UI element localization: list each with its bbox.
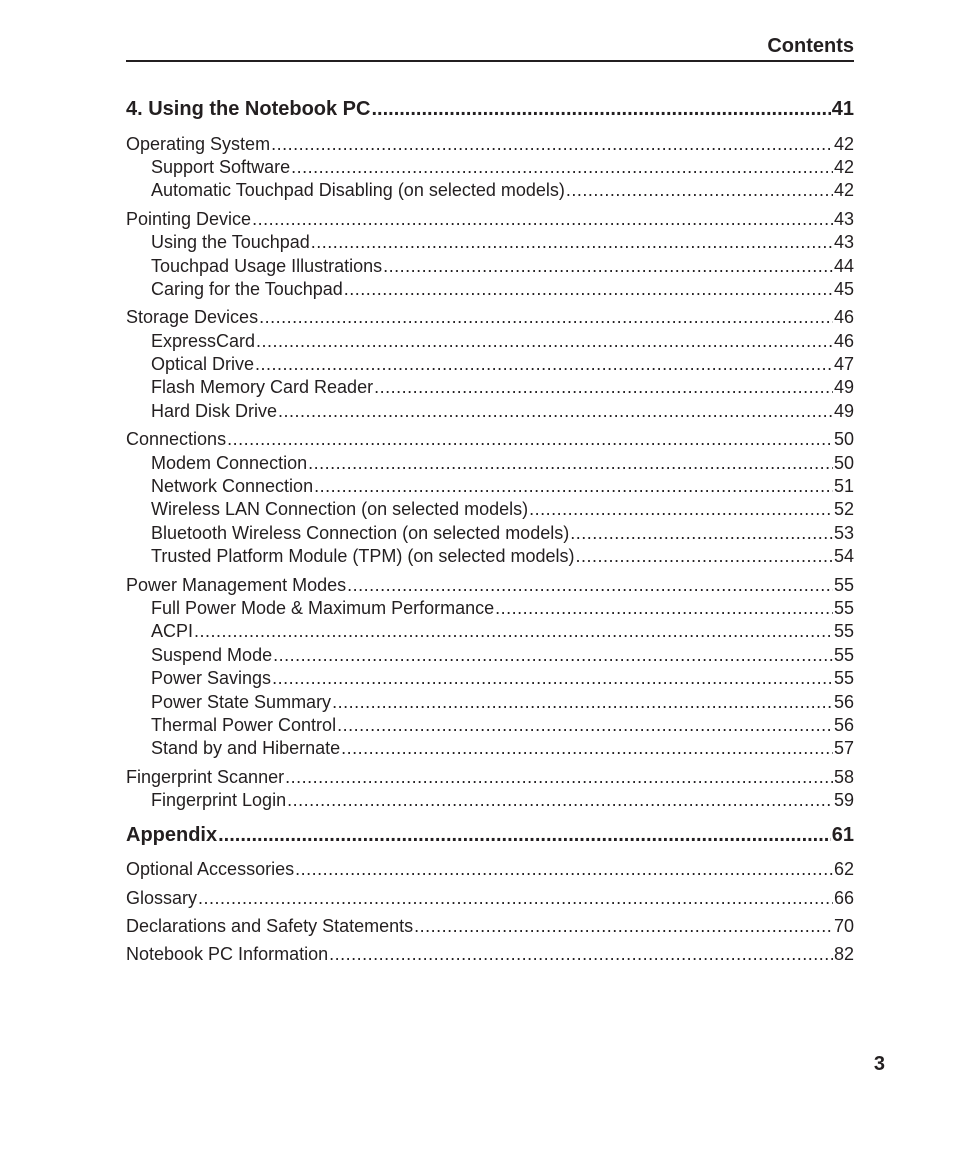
toc-entry[interactable]	[126, 766, 854, 788]
toc-dot-leader	[259, 306, 833, 328]
toc-dot-leader	[198, 887, 833, 909]
toc-subentry[interactable]	[151, 644, 854, 666]
toc-dot-leader	[341, 737, 833, 759]
toc-entry-label: Fingerprint Login	[151, 790, 287, 810]
toc-dot-leader	[575, 545, 832, 567]
toc-subentry[interactable]	[151, 737, 854, 759]
toc-dot-leader	[273, 644, 833, 666]
toc-subentry[interactable]	[151, 353, 854, 375]
toc-subentry[interactable]	[151, 498, 854, 520]
toc-dot-leader	[383, 255, 833, 277]
toc-entry-page: 61	[831, 824, 854, 846]
toc-dot-leader	[311, 231, 833, 253]
toc-entry-label: Flash Memory Card Reader	[151, 377, 374, 397]
toc-entry-page: 43	[833, 209, 854, 229]
toc-dot-leader	[256, 330, 833, 352]
toc-entry-label: Hard Disk Drive	[151, 401, 278, 421]
toc-dot-leader	[570, 522, 833, 544]
toc-entry-page: 50	[833, 453, 854, 473]
toc-subentry[interactable]	[151, 376, 854, 398]
toc-subentry[interactable]	[151, 231, 854, 253]
toc-subentry[interactable]	[151, 522, 854, 544]
toc-entry[interactable]	[126, 574, 854, 596]
header-title: Contents	[767, 35, 854, 57]
toc-entry-appendix[interactable]	[126, 822, 854, 848]
toc-entry[interactable]	[126, 915, 854, 937]
toc-subentry[interactable]	[151, 620, 854, 642]
toc-dot-leader	[314, 475, 833, 497]
toc-entry-page: 42	[833, 134, 854, 154]
toc-entry-page: 45	[833, 279, 854, 299]
toc-entry-label: Connections	[126, 429, 227, 449]
toc-entry[interactable]	[126, 133, 854, 155]
toc-dot-leader	[374, 376, 833, 398]
toc-subentry[interactable]	[151, 452, 854, 474]
toc-entry-label: Thermal Power Control	[151, 715, 337, 735]
toc-entry-label: Operating System	[126, 134, 271, 154]
toc-dot-leader	[308, 452, 833, 474]
toc-entry-label: Glossary	[126, 888, 198, 908]
toc-entry-label: ExpressCard	[151, 331, 256, 351]
toc-entry-label: Bluetooth Wireless Connection (on selected models)	[151, 523, 570, 543]
toc-entry-label: Notebook PC Information	[126, 944, 329, 964]
toc-dot-leader	[227, 428, 833, 450]
toc-entry-page: 42	[833, 180, 854, 200]
toc-entry-page: 47	[833, 354, 854, 374]
table-of-contents	[126, 0, 854, 1155]
toc-entry-label: Appendix	[126, 824, 218, 846]
toc-entry-label: Automatic Touchpad Disabling (on selected models)	[151, 180, 565, 200]
toc-dot-leader	[285, 766, 833, 788]
toc-dot-leader	[529, 498, 833, 520]
toc-entry-label: Trusted Platform Module (TPM) (on selected models)	[151, 546, 575, 566]
toc-entry-label: Suspend Mode	[151, 645, 273, 665]
toc-entry-label: Optional Accessories	[126, 859, 295, 879]
toc-entry-page: 55	[833, 575, 854, 595]
toc-entry-label: Support Software	[151, 157, 291, 177]
toc-dot-leader	[414, 915, 833, 937]
toc-entry-label: Full Power Mode & Maximum Performance	[151, 598, 495, 618]
toc-entry-page: 55	[833, 598, 854, 618]
toc-dot-leader	[291, 156, 833, 178]
toc-entry-label: Stand by and Hibernate	[151, 738, 341, 758]
toc-entry-label: 4. Using the Notebook PC	[126, 98, 371, 120]
toc-dot-leader	[566, 179, 833, 201]
toc-entry-label: Caring for the Touchpad	[151, 279, 343, 299]
toc-subentry[interactable]	[151, 179, 854, 201]
toc-subentry[interactable]	[151, 789, 854, 811]
toc-subentry[interactable]	[151, 714, 854, 736]
toc-dot-leader	[295, 858, 833, 880]
toc-entry-page: 58	[833, 767, 854, 787]
toc-entry-label: Modem Connection	[151, 453, 308, 473]
toc-entry-page: 50	[833, 429, 854, 449]
toc-subentry[interactable]	[151, 330, 854, 352]
toc-entry-page: 49	[833, 401, 854, 421]
toc-entry[interactable]	[126, 887, 854, 909]
toc-entry[interactable]	[126, 208, 854, 230]
toc-subentry[interactable]	[151, 691, 854, 713]
toc-entry-page: 54	[833, 546, 854, 566]
toc-subentry[interactable]	[151, 156, 854, 178]
toc-entry-label: Wireless LAN Connection (on selected models)	[151, 499, 529, 519]
toc-entry-label: Fingerprint Scanner	[126, 767, 285, 787]
toc-entry-page: 42	[833, 157, 854, 177]
toc-entry-page: 70	[833, 916, 854, 936]
toc-entry-page: 62	[833, 859, 854, 879]
toc-subentry[interactable]	[151, 400, 854, 422]
toc-entry-label: Pointing Device	[126, 209, 252, 229]
toc-entry[interactable]	[126, 428, 854, 450]
toc-dot-leader	[332, 691, 833, 713]
toc-entry-page: 56	[833, 715, 854, 735]
toc-subentry[interactable]	[151, 255, 854, 277]
toc-dot-leader	[255, 353, 833, 375]
toc-entry-label: Storage Devices	[126, 307, 259, 327]
toc-dot-leader	[344, 278, 833, 300]
toc-dot-leader	[278, 400, 833, 422]
toc-entry-label: Power Savings	[151, 668, 272, 688]
toc-entry-label: Network Connection	[151, 476, 314, 496]
toc-entry-page: 46	[833, 307, 854, 327]
toc-entry[interactable]	[126, 306, 854, 328]
toc-entry-page: 55	[833, 621, 854, 641]
toc-entry-label: Declarations and Safety Statements	[126, 916, 414, 936]
toc-entry-page: 41	[831, 98, 854, 120]
toc-entry-page: 43	[833, 232, 854, 252]
toc-entry-label: Using the Touchpad	[151, 232, 310, 252]
toc-dot-leader	[271, 133, 833, 155]
toc-dot-leader	[252, 208, 833, 230]
toc-entry[interactable]	[126, 858, 854, 880]
toc-dot-leader	[194, 620, 833, 642]
toc-entry-page: 57	[833, 738, 854, 758]
toc-entry-page: 52	[833, 499, 854, 519]
toc-entry-page: 44	[833, 256, 854, 276]
toc-subentry[interactable]	[151, 597, 854, 619]
toc-entry-chapter-4[interactable]	[126, 96, 854, 122]
toc-entry-page: 56	[833, 692, 854, 712]
toc-subentry[interactable]	[151, 278, 854, 300]
toc-subentry[interactable]	[151, 545, 854, 567]
toc-entry-label: Touchpad Usage Illustrations	[151, 256, 383, 276]
toc-entry-page: 55	[833, 668, 854, 688]
toc-entry-page: 49	[833, 377, 854, 397]
toc-entry-label: Power State Summary	[151, 692, 332, 712]
toc-entry-page: 46	[833, 331, 854, 351]
toc-dot-leader	[287, 789, 833, 811]
toc-entry-page: 51	[833, 476, 854, 496]
toc-subentry[interactable]	[151, 667, 854, 689]
toc-entry-page: 55	[833, 645, 854, 665]
toc-entry[interactable]	[126, 943, 854, 965]
toc-entry-page: 53	[833, 523, 854, 543]
toc-subentry[interactable]	[151, 475, 854, 497]
toc-dot-leader	[272, 667, 833, 689]
toc-entry-page: 82	[833, 944, 854, 964]
toc-dot-leader	[371, 96, 830, 122]
toc-entry-page: 66	[833, 888, 854, 908]
toc-entry-page: 59	[833, 790, 854, 810]
toc-dot-leader	[337, 714, 833, 736]
toc-entry-label: Power Management Modes	[126, 575, 347, 595]
toc-dot-leader	[347, 574, 833, 596]
toc-entry-label: ACPI	[151, 621, 194, 641]
toc-dot-leader	[495, 597, 833, 619]
toc-dot-leader	[329, 943, 833, 965]
toc-entry-label: Optical Drive	[151, 354, 255, 374]
toc-dot-leader	[218, 822, 831, 848]
page-number: 3	[873, 1053, 885, 1075]
